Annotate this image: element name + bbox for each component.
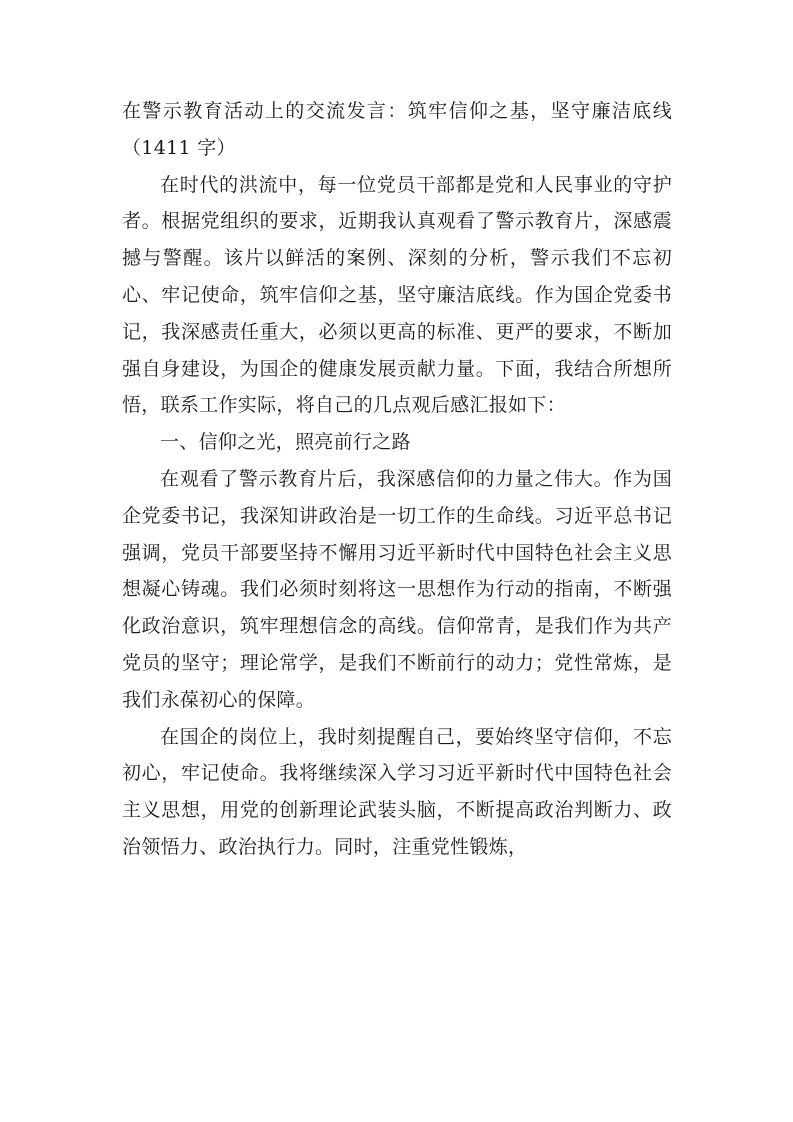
intro-paragraph: 在时代的洪流中，每一位党员干部都是党和人民事业的守护者。根据党组织的要求，近期我认真观看了警示教育片，深感震撼与警醒。该片以鲜活的案例、深刻的分析，警示我们不忘初心、牢记使命，筑牢信仰之基，坚守廉洁底线。作为国企党委书记，我深感责任重大，必须以更高的标准、更严的要求，不断加强自身建设，为国企的健康发展贡献力量。下面，我结合所想所悟，联系工作实际，将自己的几点观后感汇报如下： xyxy=(122,173,672,417)
body-paragraph: 在观看了警示教育片后，我深感信仰的力量之伟大。作为国企党委书记，我深知讲政治是一切工作的生命线。习近平总书记强调，党员干部要坚持不懈用习近平新时代中国特色社会主义思想凝心铸魂。我们必须时刻将这一思想作为行动的指南，不断强化政治意识，筑牢理想信念的高线。信仰常青，是我们作为共产党员的坚守；理论常学，是我们不断前行的动力；党性常炼，是我们永葆初心的保障。 xyxy=(122,467,672,711)
body-paragraph: 在国企的岗位上，我时刻提醒自己，要始终坚守信仰，不忘初心，牢记使命。我将继续深入学习习近平新时代中国特色社会主义思想，用党的创新理论武装头脑，不断提高政治判断力、政治领悟力、政治执行力。同时，注重党性锻炼， xyxy=(122,725,672,858)
document-title: 在警示教育活动上的交流发言：筑牢信仰之基，坚守廉洁底线（1411 字） xyxy=(122,100,672,159)
section-heading: 一、信仰之光，照亮前行之路 xyxy=(160,431,411,454)
document-body xyxy=(122,93,672,866)
